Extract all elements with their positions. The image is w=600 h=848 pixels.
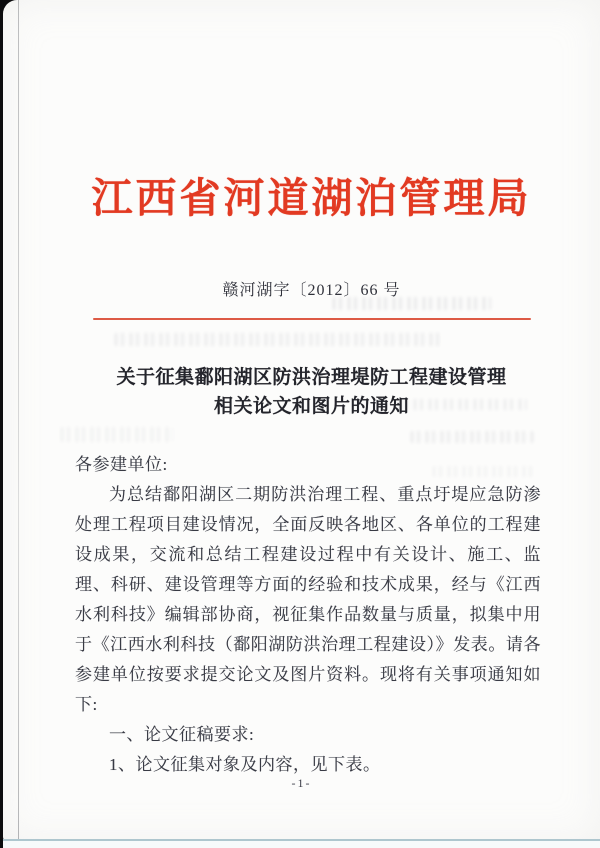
page-edge-shadow — [18, 0, 19, 841]
list-item: 1、论文征集对象及内容，见下表。 — [109, 755, 381, 774]
document-page — [3, 0, 600, 841]
bleed-through-smudge — [411, 431, 533, 443]
document-body — [75, 450, 541, 780]
document-title-line1: 关于征集鄱阳湖区防洪治理堤防工程建设管理 — [116, 367, 507, 388]
bleed-through-smudge — [61, 427, 173, 442]
bleed-through-smudge — [115, 333, 441, 346]
page-number: -1- — [291, 776, 312, 790]
body-paragraph: 为总结鄱阳湖区二期防洪治理工程、重点圩堤应急防渗处理工程项目建设情况，全面反映各地区、各单位的工程建设成果，交流和总结工程建设过程中有关设计、施工、监理、科研、建设管理等方面的经验和技术成果，经与《江西水利科技》编辑部协商，视征集作品数量与质量，拟集中用于《江西水利科技（鄱阳湖防洪治理工程建设）》发表。请各参建单位按要求提交论文及图片资料。现将有关事项通知如下: — [75, 485, 541, 714]
document-number: 赣河湖字〔2012〕66 号 — [222, 282, 401, 299]
document-title-line2: 相关论文和图片的通知 — [213, 396, 409, 417]
section-heading: 一、论文征稿要求: — [109, 725, 255, 744]
agency-name: 江西省河道湖泊管理局 — [91, 175, 532, 221]
scan-bottom-edge — [3, 839, 600, 848]
document-title — [43, 363, 580, 421]
red-divider-rule — [93, 318, 531, 320]
salutation: 各参建单位: — [75, 455, 168, 474]
